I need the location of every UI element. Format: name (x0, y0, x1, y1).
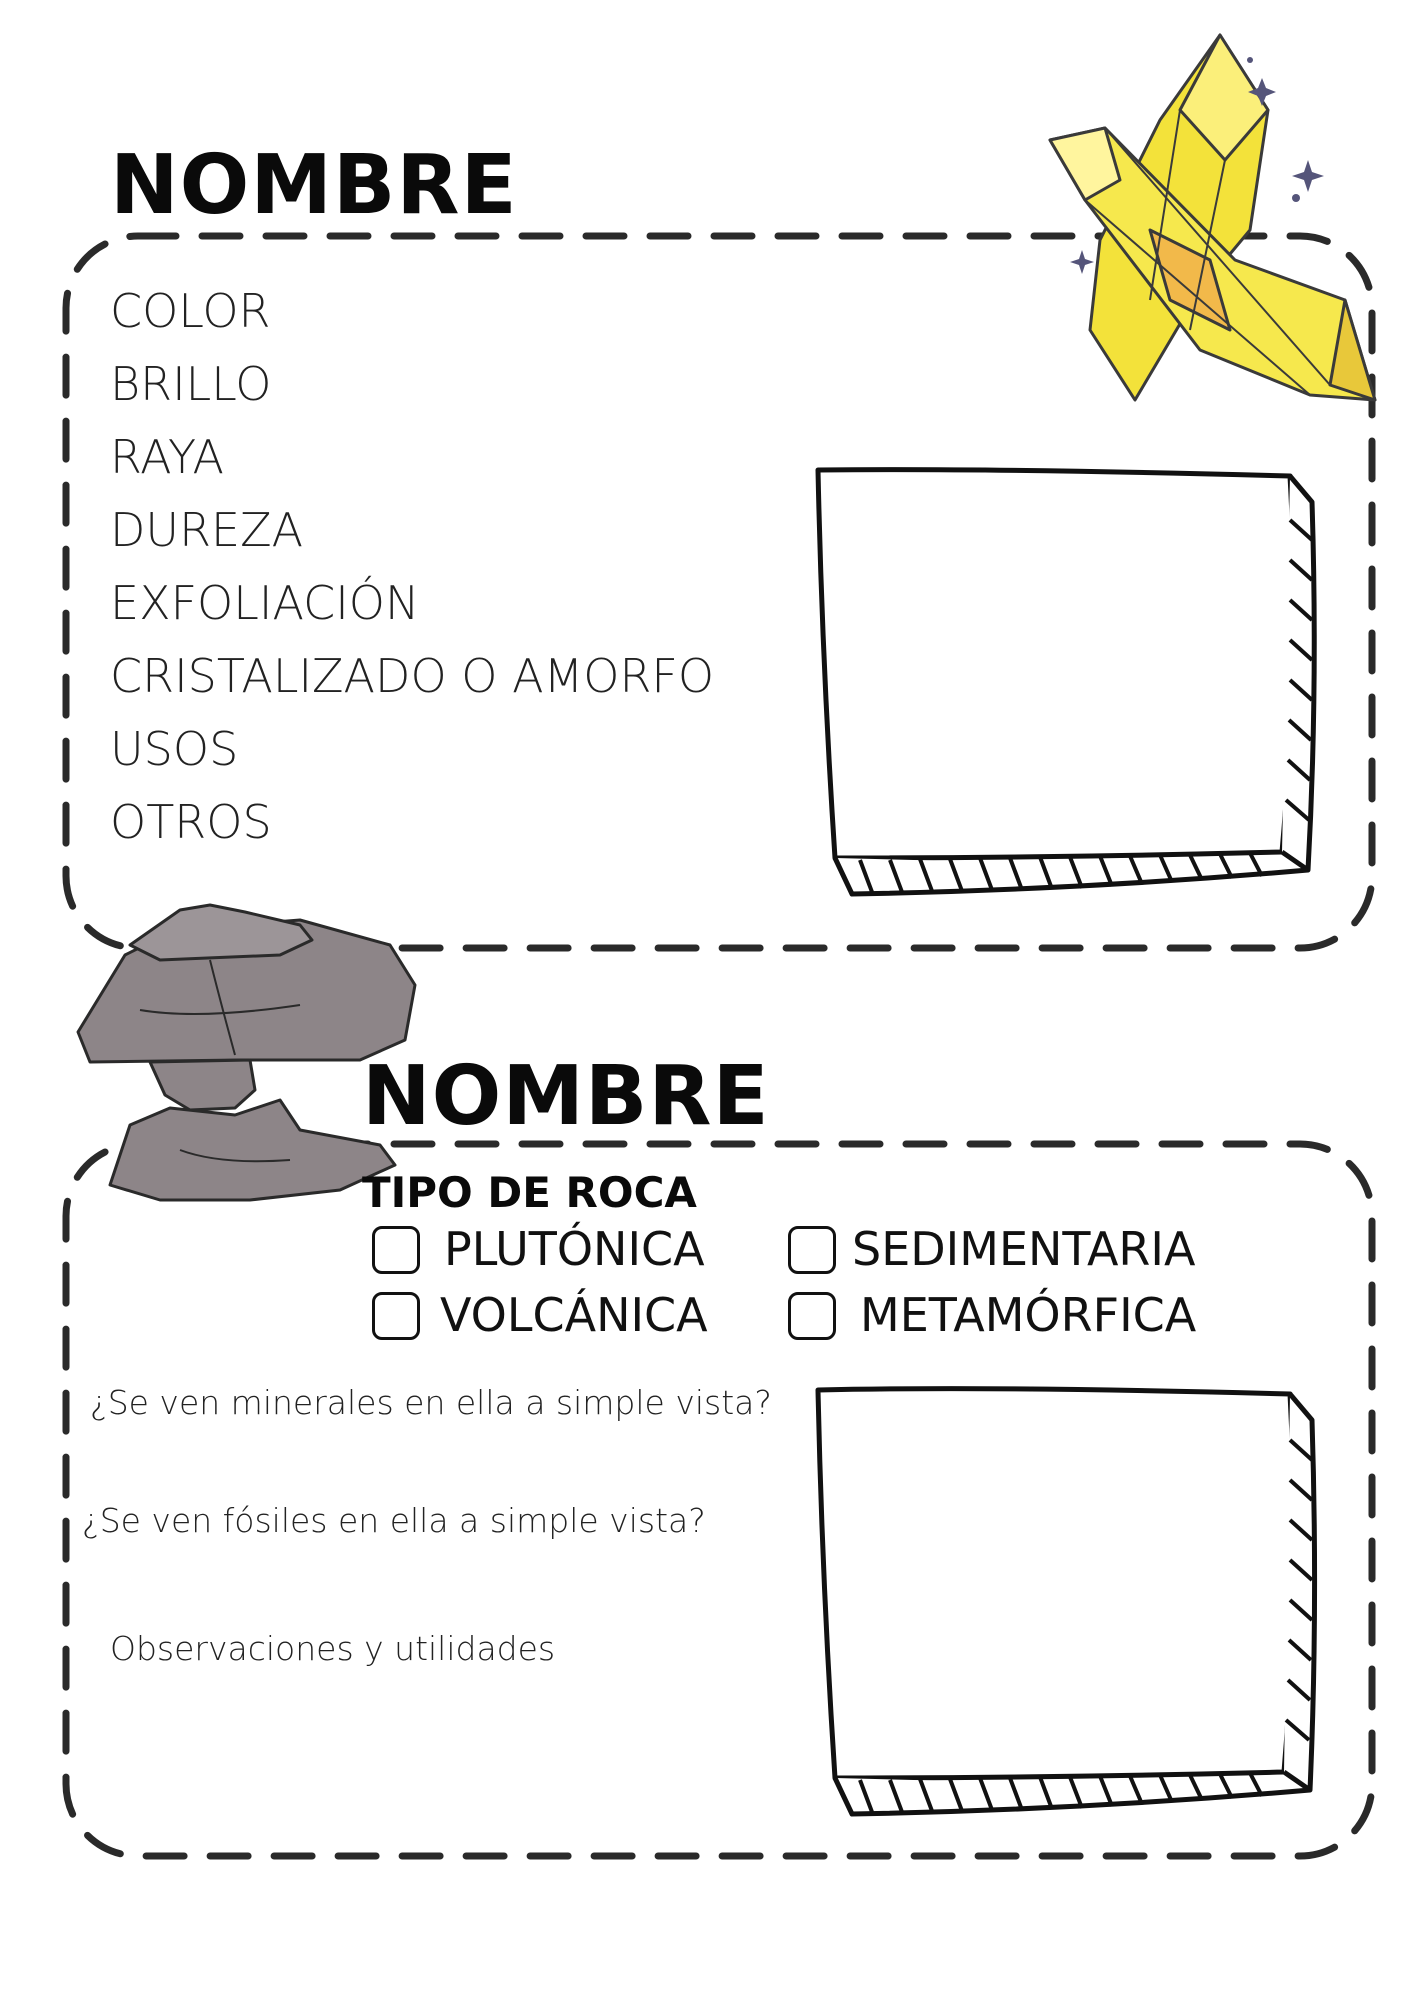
question-fosiles: ¿Se ven fósiles en ella a simple vista? (82, 1501, 706, 1540)
property-cristalizado: CRISTALIZADO O AMORFO (110, 649, 715, 703)
property-usos: USOS (110, 722, 239, 776)
property-dureza: DUREZA (110, 503, 304, 557)
property-raya: RAYA (110, 430, 224, 484)
option-plutonica-label: PLUTÓNICA (444, 1222, 705, 1276)
observations-label: Observaciones y utilidades (110, 1629, 556, 1668)
option-metamorfica-label: METAMÓRFICA (860, 1288, 1197, 1342)
property-brillo: BRILLO (110, 357, 272, 411)
card-1-title: NOMBRE (110, 138, 518, 233)
property-exfoliacion: EXFOLIACIÓN (110, 576, 420, 630)
option-volcanica-label: VOLCÁNICA (440, 1288, 708, 1342)
option-sedimentaria-label: SEDIMENTARIA (852, 1222, 1196, 1276)
card-2-title: NOMBRE (362, 1049, 770, 1144)
rock-type-heading: TIPO DE ROCA (362, 1168, 697, 1217)
property-color: COLOR (110, 284, 271, 338)
property-otros: OTROS (110, 795, 272, 849)
question-minerales: ¿Se ven minerales en ella a simple vista? (90, 1383, 772, 1422)
